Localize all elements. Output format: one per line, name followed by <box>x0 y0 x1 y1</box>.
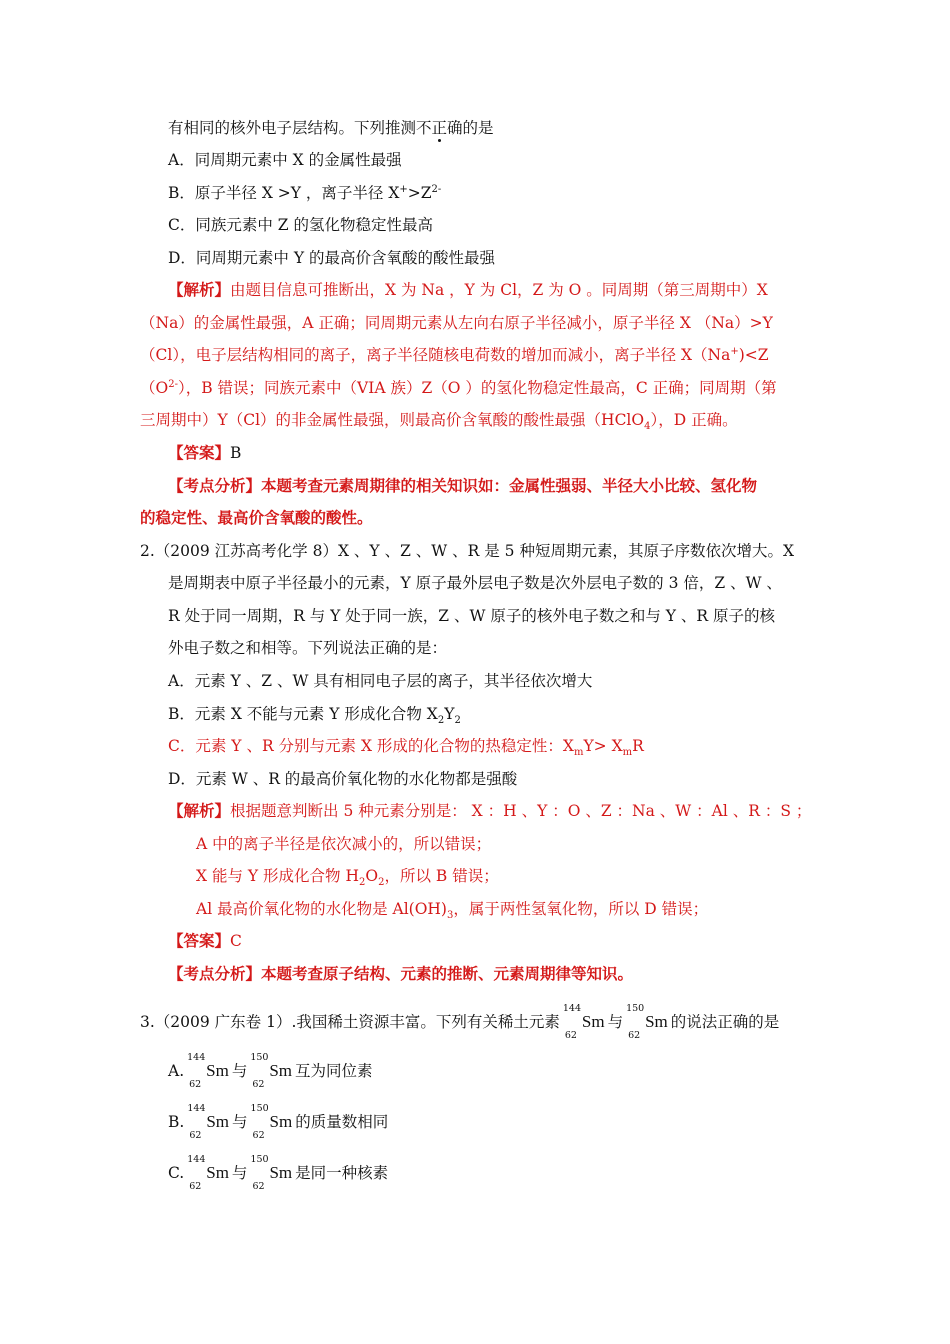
q2-analysis-line-3: X 能与 Y 形成化合物 $H_2O_2$，所以 B 错误； <box>196 867 499 889</box>
q1-key-points-line-2: 的稳定性、最高价含氧酸的酸性。 <box>140 508 373 527</box>
q1-option-c: C．同族元素中 Z 的氢化物稳定性最高 <box>168 216 433 234</box>
analysis-tag: 【解析】 <box>168 801 231 820</box>
q2-stem-line-3: R 处于同一周期，R 与 Y 处于同一族，Z 、W 原子的核外电子数之和与 Y 、R 原子的核 <box>168 607 776 625</box>
nuclide-sm-144: 144 62 Sm <box>187 1103 230 1141</box>
q1-analysis-line-3: （Cl），电子层结构相同的离子，离子半径随核电荷数的增加而减小，离子半径 X（Na+)<Z <box>140 345 769 364</box>
q2-analysis-line-4: Al 最高价氧化物的水化物是 $Al(OH)_3$，属于两性氢氧化物，所以 D 错误； <box>196 900 709 922</box>
q1-analysis-line-2: （Na）的金属性最强，A 正确；同周期元素从左向右原子半径减小，原子半径 X （Na）>Y <box>140 314 773 332</box>
q3-stem: 3.（2009 广东卷 1）.我国稀土资源丰富。下列有关稀土元素 144 62 Sm 与 150 62 Sm 的说法正确的是 <box>140 1003 780 1041</box>
q2-answer: 【答案】C <box>168 931 242 950</box>
key-points-tag: 【考点分析】 <box>168 964 262 983</box>
q1-option-a: A．同周期元素中 X 的金属性最强 <box>168 151 402 169</box>
q2-stem-line-2: 是周期表中原子半径最小的元素，Y 原子最外层电子数是次外层电子数的 3 倍，Z 、W 、 <box>168 574 782 592</box>
nuclide-sm-150: 150 62 Sm <box>250 1154 293 1192</box>
emphasis-dots: 不正确 <box>416 119 463 137</box>
q2-option-a: A．元素 Y 、Z 、W 具有相同电子层的离子，其半径依次增大 <box>168 672 593 690</box>
answer-tag: 【答案】 <box>168 931 231 950</box>
q2-option-c: C．元素 Y 、R 分别与元素 X 形成的化合物的热稳定性：$X_mY> X_mR$ <box>168 737 644 759</box>
q2-stem-line-4: 外电子数之和相等。下列说法正确的是： <box>168 639 448 657</box>
nuclide-sm-144: 144 62 Sm <box>562 1003 605 1041</box>
nuclide-sm-144: 144 62 Sm <box>187 1052 229 1090</box>
nuclide-sm-150: 150 62 Sm <box>250 1103 293 1141</box>
q1-analysis-line-1: 【解析】由题目信息可推断出，X 为 Na ，Y 为 Cl，Z 为 O 。同周期（第三周期中）X <box>168 280 768 299</box>
q2-analysis-line-1: 【解析】根据题意判断出 5 种元素分别是： X ：H 、Y ：O 、Z ：Na 、W ：Al 、R ：S ； <box>168 801 812 820</box>
nuclide-sm-144: 144 62 Sm <box>187 1154 229 1192</box>
q1-answer: 【答案】B <box>168 443 242 462</box>
q1-option-b: B．原子半径 X >Y ，离子半径 $X^+>Z^{2-}$ <box>168 183 442 202</box>
q2-analysis-line-2: A 中的离子半径是依次减小的，所以错误； <box>196 835 492 853</box>
answer-tag: 【答案】 <box>168 443 231 462</box>
q2-option-d: D．元素 W 、R 的最高价氧化物的水化物都是强酸 <box>168 770 518 788</box>
q1-analysis-line-4: $(O^{2-})$，B 错误；同族元素中（VIA 族）Z（O ）的氢化物稳定性最高，C 正确；同周期（第 <box>140 378 777 397</box>
q2-stem-line-1: 2.（2009 江苏高考化学 8）X 、Y 、Z 、W 、R 是 5 种短周期元素，其原子序数依次增大。X <box>140 542 794 560</box>
q3-option-c: C. 144 62 Sm 与 150 62 Sm 是同一种核素 <box>168 1154 389 1192</box>
nuclide-sm-150: 150 62 Sm <box>626 1003 668 1041</box>
q3-option-a: A. 144 62 Sm 与 150 62 Sm 互为同位素 <box>168 1052 373 1090</box>
q1-option-d: D．同周期元素中 Y 的最高价含氧酸的酸性最强 <box>168 249 496 267</box>
q2-key-points: 【考点分析】本题考查原子结构、元素的推断、元素周期律等知识。 <box>168 964 634 983</box>
key-points-tag: 【考点分析】 <box>168 476 262 495</box>
q2-option-b: B．元素 X 不能与元素 Y 形成化合物 $X_2Y_2$ <box>168 705 461 727</box>
q1-stem: 有相同的核外电子层结构。下列推测不正确的是 <box>168 119 494 137</box>
nuclide-sm-150: 150 62 Sm <box>250 1052 293 1090</box>
q1-key-points-line-1: 【考点分析】本题考查元素周期律的相关知识如：金属性强弱、半径大小比较、氢化物 <box>168 476 758 495</box>
analysis-tag: 【解析】 <box>168 280 231 299</box>
q3-option-b: B. 144 62 Sm 与 150 62 Sm 的质量数相同 <box>168 1103 389 1141</box>
q1-analysis-line-5: 三周期中）Y（Cl）的非金属性最强，则最高价含氧酸的酸性最强（HClO$_4$），D 正确。 <box>140 411 738 433</box>
